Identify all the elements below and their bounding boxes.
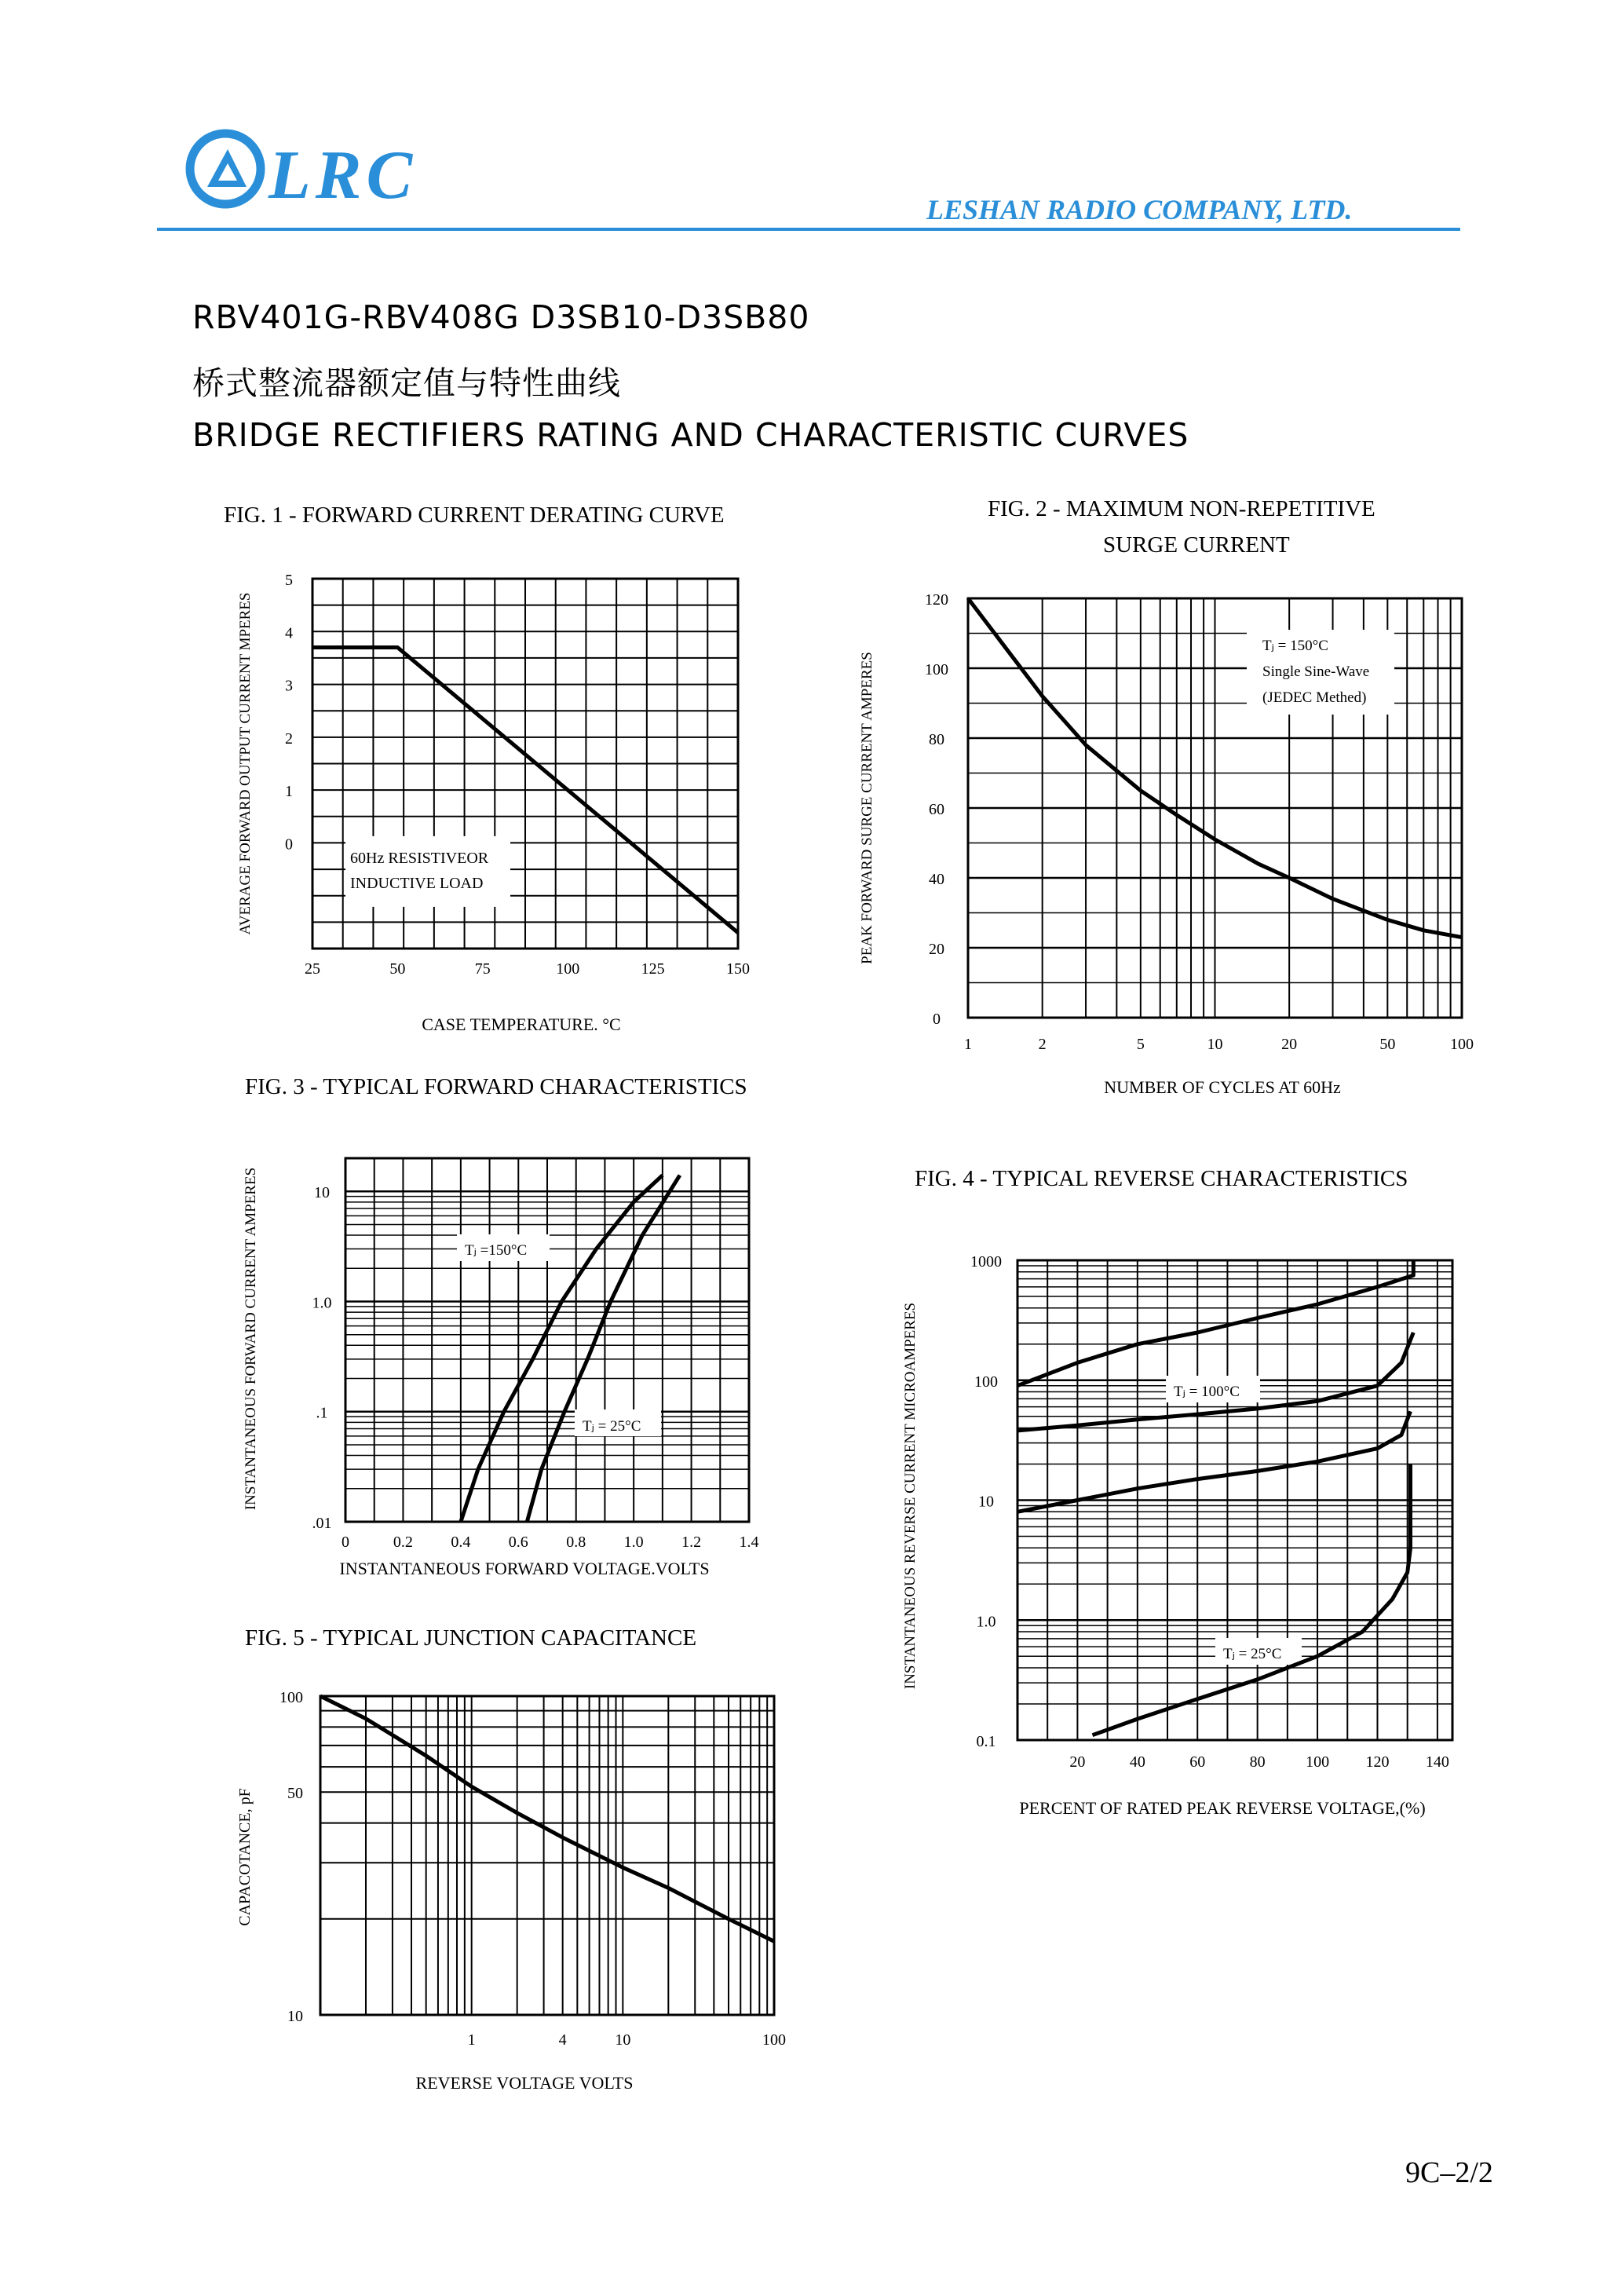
fig3-x-tick: 1.2 [681,1534,702,1551]
fig4-y-tick: 0.1 [976,1733,996,1750]
fig3-x-tick: 1.4 [739,1534,759,1551]
part-numbers-title: RBV401G-RBV408G D3SB10-D3SB80 [192,298,810,336]
fig1-annotation: 60Hz RESISTIVEOR [350,849,489,867]
fig4-x-tick: 140 [1425,1753,1449,1771]
fig3-series-label-25c: Tⱼ = 25°C [583,1418,641,1435]
fig2-y-tick: 40 [929,871,944,888]
fig3-y-tick: 10 [314,1184,330,1202]
fig1-x-tick: 75 [474,960,491,978]
fig2-y-label: PEAK FORWARD SURGE CURRENT AMPERES [859,652,875,964]
fig2-y-tick: 120 [925,591,948,609]
fig3-y-tick: .01 [312,1515,332,1532]
fig4-y-tick: 1.0 [976,1613,996,1631]
fig5-x-tick: 100 [762,2031,786,2049]
fig3-x-tick: 0.6 [508,1534,528,1551]
fig1-y-tick: 3 [285,677,293,695]
fig1-y-tick: 5 [285,572,293,589]
fig4-x-label: PERCENT OF RATED PEAK REVERSE VOLTAGE,(%) [1019,1798,1426,1818]
fig1-x-tick: 125 [641,960,665,978]
fig4-y-tick: 10 [978,1493,994,1511]
fig3-x-tick: 0.8 [566,1534,586,1551]
fig1-x-tick: 25 [305,960,320,978]
fig4-x-tick: 120 [1365,1753,1390,1771]
fig4-y-tick: 1000 [970,1253,1002,1270]
fig5-x-tick: 10 [615,2031,631,2049]
company-name: LESHAN RADIO COMPANY, LTD. [926,194,1353,225]
fig5-x-label: REVERSE VOLTAGE VOLTS [415,2073,634,2093]
fig1-x-tick: 50 [389,960,406,978]
fig1-annotation: INDUCTIVE LOAD [350,874,484,892]
fig2-annotation: (JEDEC Methed) [1262,689,1367,706]
fig3-x-tick: 0.4 [451,1534,471,1551]
fig1-y-label: AVERAGE FORWARD OUTPUT CURRENT MPERES [237,592,254,935]
page-number: 9C–2/2 [1405,2156,1493,2189]
fig4-x-tick: 100 [1306,1753,1330,1771]
fig2-x-tick: 10 [1207,1036,1223,1053]
fig3-x-label: INSTANTANEOUS FORWARD VOLTAGE.VOLTS [339,1559,710,1578]
fig2-x-label: NUMBER OF CYCLES AT 60Hz [1104,1077,1341,1097]
fig4-x-tick: 80 [1249,1753,1266,1771]
fig1-y-tick: 4 [285,624,293,642]
fig2-x-tick: 50 [1379,1036,1396,1053]
fig4-y-tick: 100 [974,1373,998,1391]
fig2-x-tick: 1 [964,1036,972,1053]
fig5-x-tick: 1 [467,2031,476,2049]
fig1-title: FIG. 1 - FORWARD CURRENT DERATING CURVE [224,503,725,528]
english-title: BRIDGE RECTIFIERS RATING AND CHARACTERISTIC CURVES [192,416,1189,454]
fig2-x-tick: 5 [1136,1036,1145,1053]
fig2-title-line2: SURGE CURRENT [1103,532,1290,558]
fig5-title: FIG. 5 - TYPICAL JUNCTION CAPACITANCE [245,1625,697,1651]
fig2-y-tick: 80 [929,731,944,748]
fig3-x-tick: 0.2 [393,1534,413,1551]
fig3-x-tick: 1.0 [623,1534,644,1551]
fig3-y-label: INSTANTANEOUS FORWARD CURRENT AMPERES [243,1167,259,1511]
fig2-y-tick: 100 [925,661,948,678]
logo-text: LRC [269,137,418,214]
fig2-y-tick: 0 [933,1011,941,1028]
fig1-y-tick: 1 [285,783,293,801]
fig4-series-label-25c: Tⱼ = 25°C [1223,1646,1282,1662]
fig5-y-tick: 10 [287,2008,303,2025]
fig4-y-label: INSTANTANEOUS REVERSE CURRENT MICROAMPERES [902,1302,919,1690]
fig3-x-tick: 0 [342,1534,349,1551]
fig4-x-tick: 40 [1129,1753,1145,1771]
fig2-annotation: Single Sine-Wave [1262,664,1370,680]
fig2-x-tick: 2 [1038,1036,1047,1053]
fig4-title: FIG. 4 - TYPICAL REVERSE CHARACTERISTICS [915,1166,1408,1191]
fig5-x-tick: 4 [558,2031,567,2049]
fig5-y-label: CAPACOTANCE, pF [236,1788,254,1926]
fig4-x-tick: 20 [1069,1753,1086,1771]
fig3-y-tick: .1 [316,1404,328,1422]
fig4-series-label-100c: Tⱼ = 100°C [1174,1384,1240,1400]
fig2-annotation: Tⱼ = 150°C [1262,638,1328,654]
fig2-y-tick: 20 [929,941,944,958]
fig1-x-tick: 100 [556,960,580,978]
fig3-series-label-150c: Tⱼ =150°C [465,1242,528,1259]
fig3-title: FIG. 3 - TYPICAL FORWARD CHARACTERISTICS [245,1074,747,1099]
fig1-y-tick: 0 [285,835,293,854]
fig5-series-capacitance [320,1696,774,1941]
fig1-x-label: CASE TEMPERATURE. °C [422,1015,621,1034]
fig1-x-tick: 150 [726,960,750,978]
fig5-frame [320,1696,774,2015]
fig2-x-tick: 100 [1450,1036,1474,1053]
fig5-y-tick: 50 [287,1785,303,1803]
fig2-title-line1: FIG. 2 - MAXIMUM NON-REPETITIVE [988,496,1375,521]
chinese-title: 桥式整流器额定值与特性曲线 [192,364,621,402]
fig4-x-tick: 60 [1189,1753,1206,1771]
fig2-x-tick: 20 [1281,1036,1298,1053]
fig3-y-tick: 1.0 [312,1294,332,1312]
fig5-y-tick: 100 [279,1689,303,1706]
fig1-y-tick: 2 [285,729,293,748]
fig2-y-tick: 60 [929,801,944,818]
